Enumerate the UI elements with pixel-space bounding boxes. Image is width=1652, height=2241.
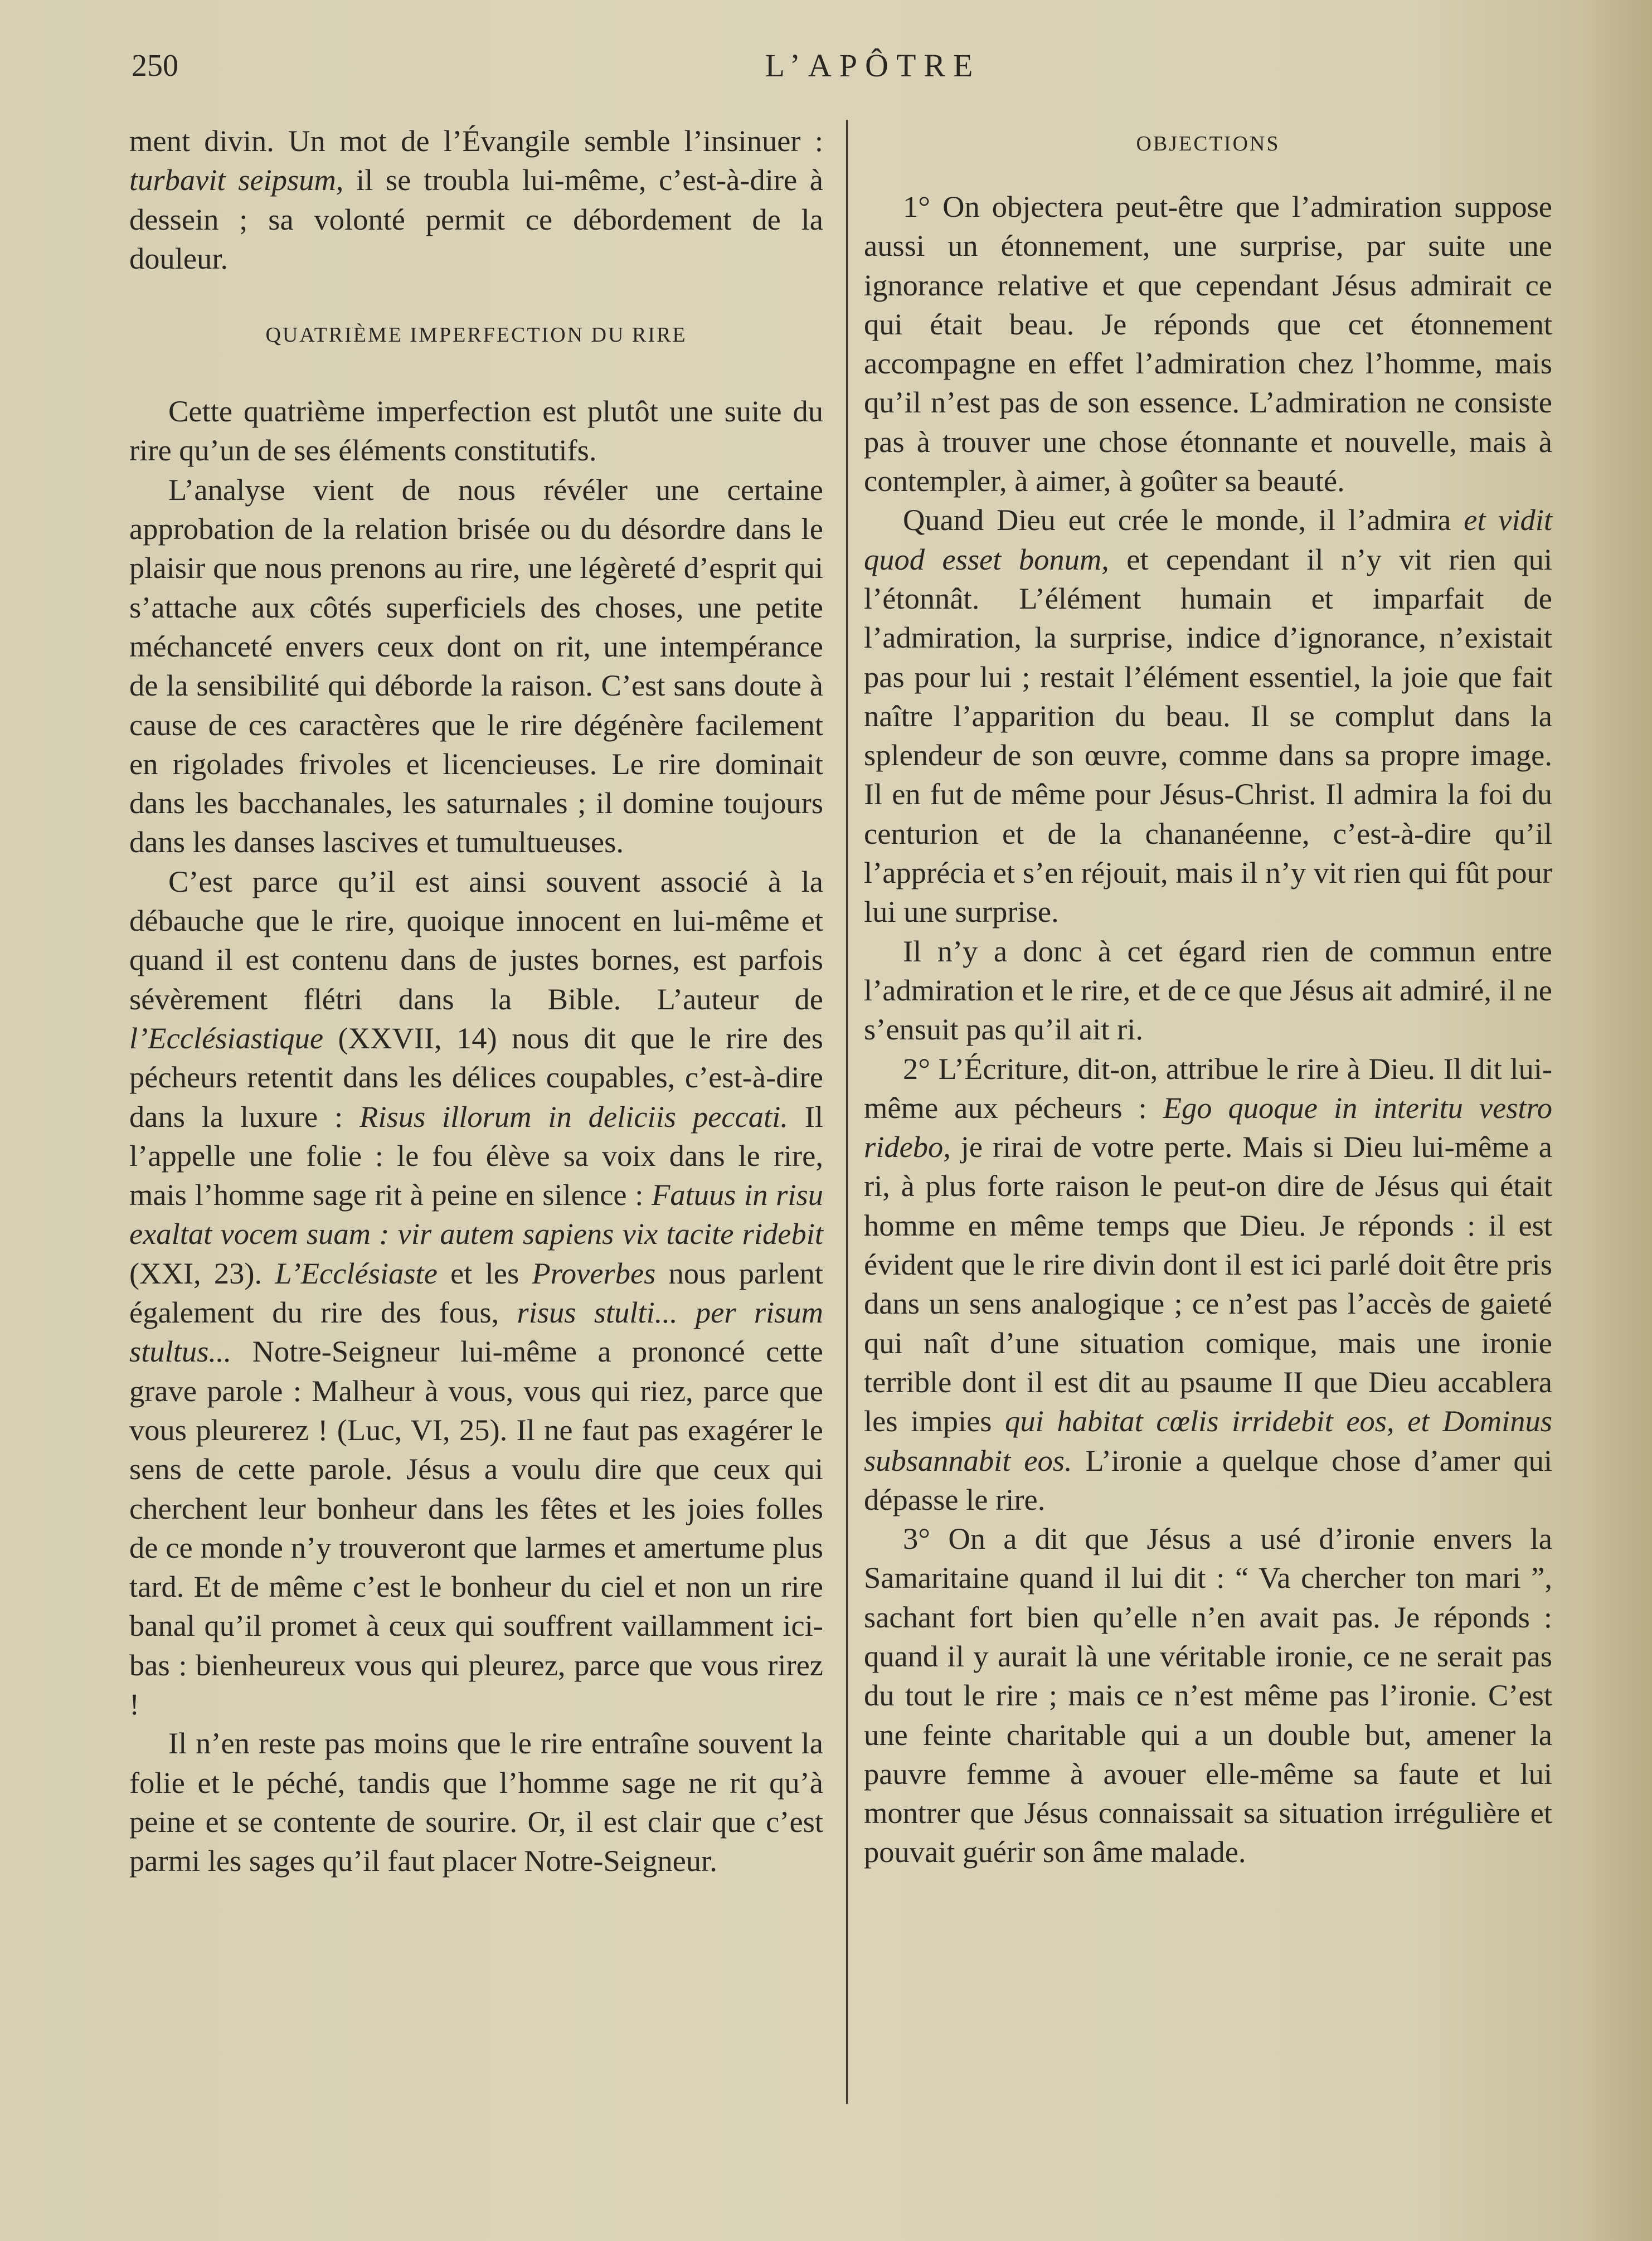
paragraph: C’est parce qu’il est ainsi souvent associé à la débauche que le rire, quoique innocent en lui-même et quand il est contenu dans de justes bornes, est parfois sévèrement flétri dans la Bible. L’auteur de l’Ecclésiastique (XXVII, 14) nous dit que le rire des pécheurs retentit dans les délices coupables, c’est-à-dire dans la luxure : Risus illorum in deliciis peccati. Il l’appelle une folie : le fou élève sa voix dans le rire, mais l’homme sage rit à peine en silence : Fatuus in risu exaltat vocem suam : vir autem sapiens vix tacite ridebit (XXI, 23). L’Ecclésiaste et les Proverbes nous parlent également du rire des fous, risus stulti... per risum stultus... Notre-Seigneur lui-même a prononcé cette grave parole : Malheur à vous, vous qui riez, parce que vous pleurerez ! (Luc, VI, 25). Il ne faut pas exagérer le sens de cette parole. Jésus a voulu dire que ceux qui cherchent leur bonheur dans les fêtes et les joies folles de ce monde n’y trouveront que larmes et amertume plus tard. Et de même c’est le bonheur du ciel et non un rire banal qu’il promet à ceux qui souffrent vaillamment ici-bas : bienheureux vous qui pleurez, parce que vous rirez ! [129, 864, 824, 1721]
paragraph-continued: ment divin. Un mot de l’Évangile semble l’insinuer : turbavit seipsum, il se troubla lui-même, c’est-à-dire à dessein ; sa volonté permit ce débordement de la douleur. [129, 124, 823, 275]
paragraph: 3° On a dit que Jésus a usé d’ironie envers la Samaritaine quand il lui dit : “ Va chercher ton mari ”, sachant fort bien qu’elle n’en avait pas. Je réponds : quand il y aurait là une véritable ironie, ce ne serait pas du tout le rire ; mais ce n’est même pas l’ironie. C’est une feinte charitable qui a un double but, amener la pauvre femme à avouer elle-même sa faute et lui montrer que Jésus connaissait sa situation irrégulière et pouvait guérir son âme malade. [864, 1521, 1552, 1869]
running-title: L’APÔTRE [765, 47, 981, 84]
section-heading: QUATRIÈME IMPERFECTION DU RIRE [265, 323, 687, 347]
page-header [132, 43, 1547, 88]
paragraph: L’analyse vient de nous révéler une certaine approbation de la relation brisée ou du désordre dans le plaisir que nous prenons au rire, une légèreté d’esprit qui s’attache aux côtés superficiels des choses, une petite méchanceté envers ceux dont on rit, une intempérance de la sensibilité qui déborde la raison. C’est sans doute à cause de ces caractères que le rire dégénère facilement en rigolades frivoles et licencieuses. Le rire dominait dans les bacchanales, les saturnales ; il domine toujours dans les danses lascives et tumultueuses. [129, 472, 823, 859]
section-heading: OBJECTIONS [1136, 132, 1280, 155]
left-column [129, 121, 823, 1880]
paragraph: Il n’y a donc à cet égard rien de commun entre l’admiration et le rire, et de ce que Jésus ait admiré, il ne s’ensuit pas qu’il ait ri. [864, 934, 1552, 1047]
paragraph: 2° L’Écriture, dit-on, attribue le rire à Dieu. Il dit lui-même aux pécheurs : Ego quoque in interitu vestro ridebo, je rirai de votre perte. Mais si Dieu lui-même a ri, à plus forte raison le peut-on dire de Jésus qui était homme en même temps que Dieu. Je réponds : il est évident que le rire divin dont il est ici parlé doit être pris dans un sens analogique ; ce n’est pas l’accès de gaieté qui naît d’une situation comique, mais une ironie terrible dont il est dit au psaume II que Dieu accablera les impies qui habitat cœlis irridebit eos, et Dominus subsannabit eos. L’ironie a quelque chose d’amer qui dépasse le rire. [864, 1051, 1553, 1516]
paragraph: Cette quatrième imperfection est plutôt une suite du rire qu’un de ses éléments constitutifs. [129, 394, 823, 468]
right-column [864, 121, 1552, 1872]
column-divider [846, 120, 848, 2104]
paragraph: Quand Dieu eut crée le monde, il l’admira et vidit quod esset bonum, et cependant il n’y vit rien qui l’étonnât. L’élément humain et imparfait de l’admiration, la surprise, indice d’ignorance, n’existait pas pour lui ; restait l’élément essentiel, la joie que fait naître l’apparition du beau. Il se complut dans la splendeur de son œuvre, comme dans sa propre image. Il en fut de même pour Jésus-Christ. Il admira la foi du centurion et de la chananéenne, c’est-à-dire qu’il l’apprécia et s’en réjouit, mais il n’y vit rien qui fût pour lui une surprise. [864, 503, 1552, 929]
paragraph: 1° On objectera peut-être que l’admiration suppose aussi un étonnement, une surprise, par suite une ignorance relative et que cependant Jésus admirait ce qui était beau. Je réponds que cet étonnement accompagne en effet l’admiration chez l’homme, mais qu’il n’est pas de son essence. L’admiration ne consiste pas à trouver une chose étonnante et nouvelle, mais à contempler, à aimer, à goûter sa beauté. [864, 189, 1552, 498]
paragraph: Il n’en reste pas moins que le rire entraîne souvent la folie et le péché, tandis que l’homme sage ne rit qu’à peine et se contente de sourire. Or, il est clair que c’est parmi les sages qu’il faut placer Notre-Seigneur. [129, 1726, 823, 1878]
page-number: 250 [132, 48, 178, 83]
